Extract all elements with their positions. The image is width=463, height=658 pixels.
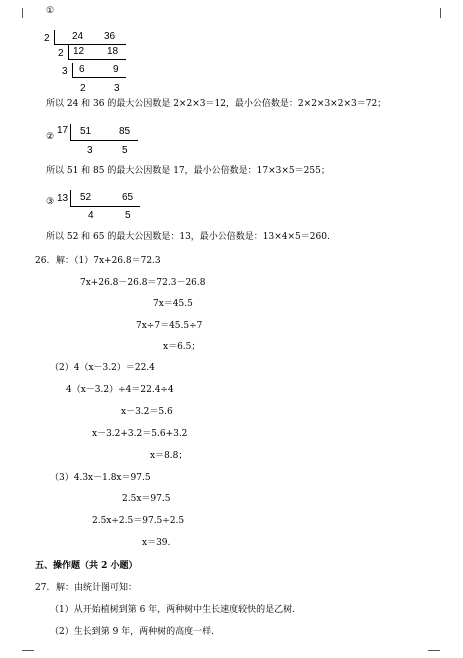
dividend-a-1: 24 [72, 31, 84, 42]
question-number-26: 26. [35, 256, 50, 266]
eq2-line-5: x＝8.8； [150, 451, 188, 461]
question-number-27: 27. [35, 583, 50, 593]
dividend-b-1: 36 [104, 31, 116, 42]
quotient-4: 4 [88, 210, 94, 221]
dividend-a-3: 6 [79, 64, 85, 75]
eq1-line-3: 7x＝45.5 [153, 299, 193, 309]
division-underline-3 [72, 77, 126, 78]
item-number-2: ② [46, 132, 55, 142]
item-number-1: ① [46, 6, 55, 16]
division-bracket-17 [70, 124, 71, 140]
dividend-b-3: 9 [113, 64, 119, 75]
dividend-51: 51 [80, 126, 92, 137]
division-underline-17 [70, 140, 138, 141]
eq2-line-4: x－3.2+3.2＝5.6+3.2 [92, 429, 188, 439]
dividend-65: 65 [122, 192, 134, 203]
eq3-line-2: 2.5x＝97.5 [122, 494, 171, 504]
divisor-17: 17 [57, 125, 69, 136]
conclusion-line-2: 所以 51 和 85 的最大公因数是 17，最小公倍数是：17×3×5＝255； [46, 166, 330, 176]
eq2-line-3: x－3.2＝5.6 [121, 407, 173, 417]
division-bracket-1 [54, 30, 55, 44]
quotient-5: 5 [122, 145, 128, 156]
divisor-2: 2 [58, 48, 64, 59]
q27-intro: 解：由统计图可知： [56, 583, 138, 593]
corner-mark-bottom-right [428, 650, 440, 651]
eq3-line-4: x＝39. [142, 538, 171, 548]
conclusion-line-3: 所以 52 和 65 的最大公因数是：13，最小公倍数是：13×4×5＝260. [46, 232, 330, 242]
quotient-3: 3 [87, 145, 93, 156]
division-bracket-13 [70, 190, 71, 206]
division-bracket-2 [68, 45, 69, 59]
eq2-line-1: （2）4（x－3.2）＝22.4 [50, 363, 155, 373]
eq1-line-5: x＝6.5； [163, 342, 201, 352]
corner-mark-top-right [440, 8, 441, 18]
eq2-line-2: 4（x－3.2）÷4＝22.4÷4 [66, 385, 174, 395]
quotient-1: 2 [80, 83, 86, 94]
conclusion-line-1: 所以 24 和 36 的最大公因数是 2×2×3＝12，最小公倍数是：2×2×3×2×3＝72； [46, 99, 387, 109]
eq1-line-2: 7x+26.8－26.8＝72.3－26.8 [80, 278, 206, 288]
dividend-52: 52 [80, 192, 92, 203]
dividend-85: 85 [119, 126, 131, 137]
divisor-3: 3 [62, 66, 68, 77]
corner-mark-bottom-left [22, 650, 34, 651]
division-underline-13 [70, 206, 140, 207]
item-number-3: ③ [46, 197, 55, 207]
quotient-5b: 5 [125, 210, 131, 221]
dividend-a-2: 12 [73, 46, 85, 57]
division-bracket-3 [72, 63, 73, 77]
dividend-b-2: 18 [107, 46, 119, 57]
divisor-1: 2 [44, 33, 50, 44]
divisor-13: 13 [57, 193, 69, 204]
eq1-line-1: 解：（1）7x+26.8＝72.3 [56, 256, 161, 266]
quotient-2: 3 [114, 83, 120, 94]
eq3-line-1: （3）4.3x－1.8x＝97.5 [50, 473, 151, 483]
eq1-line-4: 7x÷7＝45.5÷7 [136, 321, 203, 331]
division-underline-1 [54, 44, 126, 45]
division-underline-2 [68, 59, 126, 60]
section-title-5: 五、操作题（共 2 小题） [35, 561, 138, 571]
eq3-line-3: 2.5x÷2.5＝97.5÷2.5 [92, 516, 185, 526]
q27-answer-2: （2）生长到第 9 年，两种树的高度一样. [50, 627, 215, 637]
q27-answer-1: （1）从开始植树到第 6 年，两种树中生长速度较快的是乙树. [50, 605, 296, 615]
corner-mark-top-left [22, 8, 23, 18]
